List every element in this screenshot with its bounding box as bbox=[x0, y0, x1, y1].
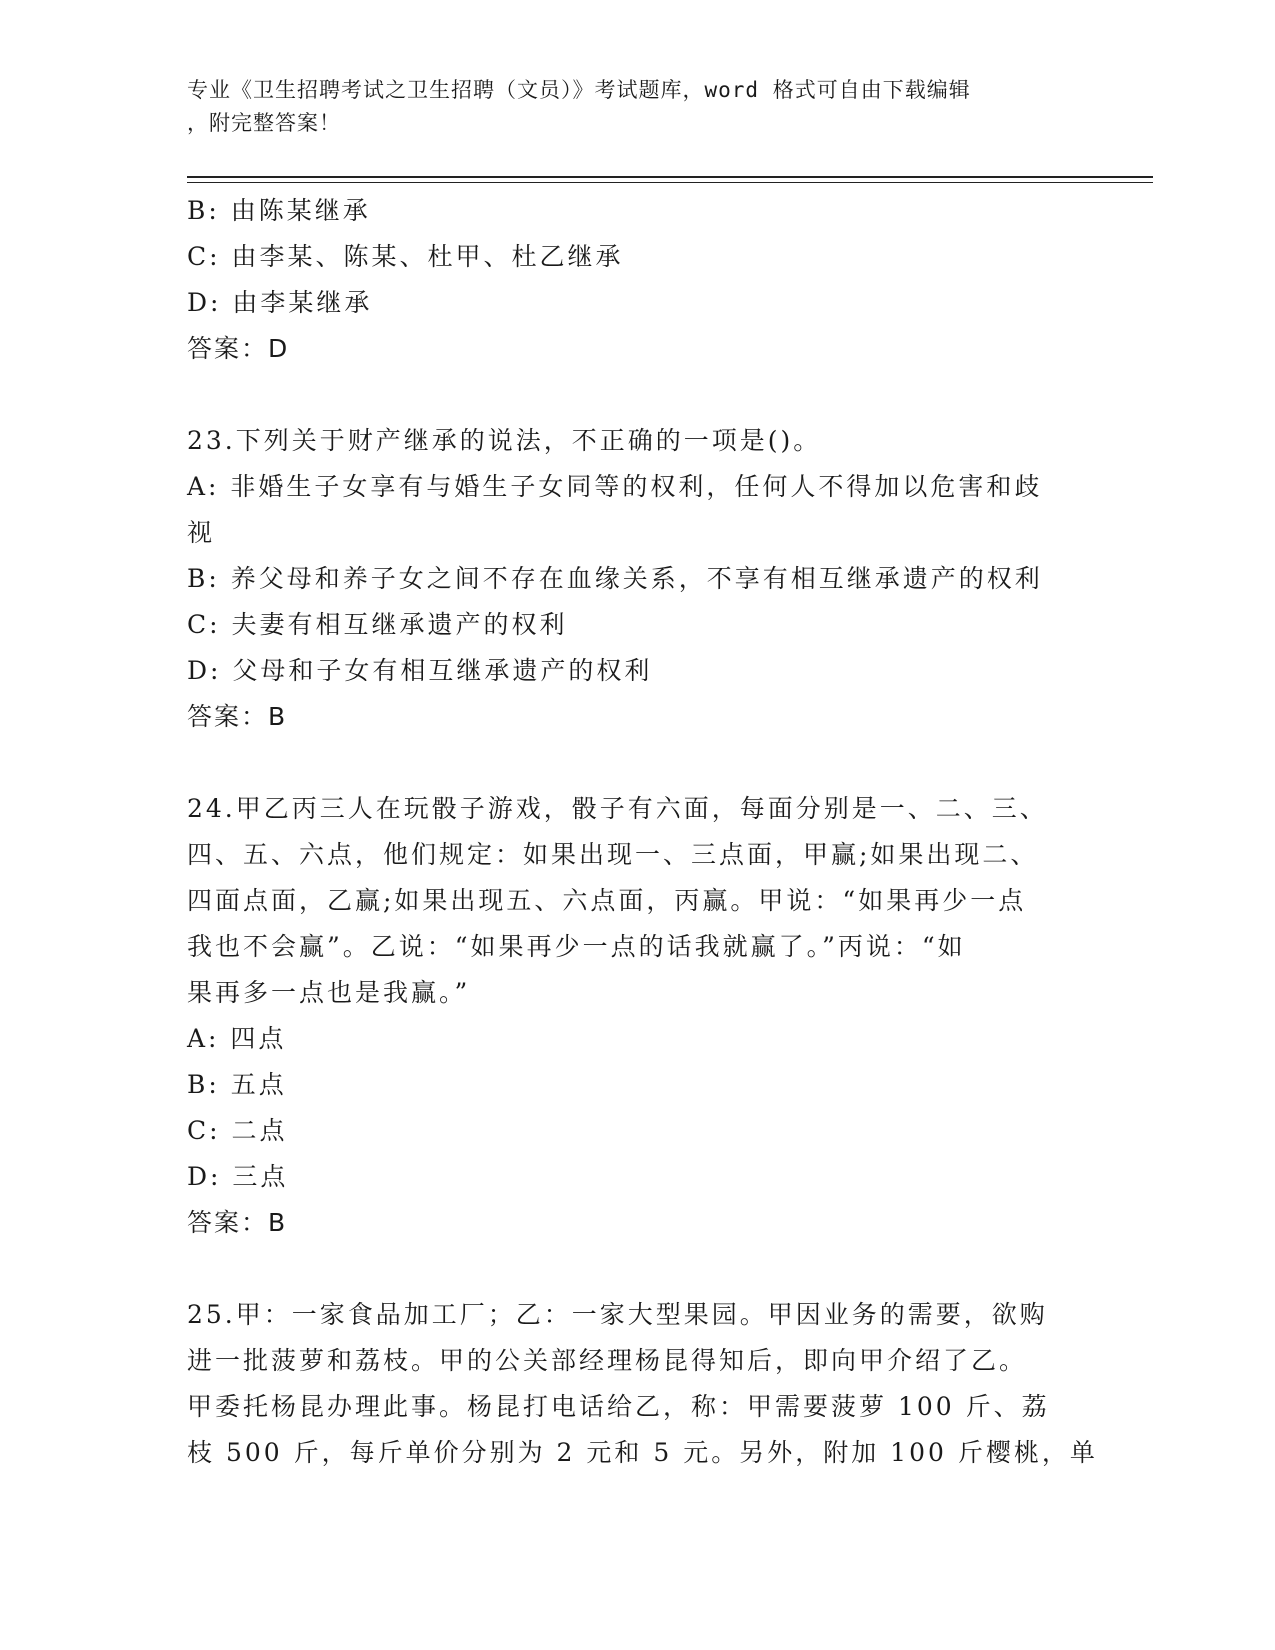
header-line: 专业《卫生招聘考试之卫生招聘（文员）》考试题库，word 格式可自由下载编辑 bbox=[187, 78, 971, 102]
option-d: D: 三点 bbox=[187, 1162, 289, 1191]
question-25 bbox=[187, 1292, 1098, 1476]
question-stem-line: 四面点面，乙赢;如果出现五、六点面，丙赢。甲说：“如果再少一点 bbox=[187, 886, 1027, 915]
question-24 bbox=[187, 786, 1087, 1246]
document-header bbox=[187, 74, 1067, 140]
question-stem-line: 进一批菠萝和荔枝。甲的公关部经理杨昆得知后，即向甲介绍了乙。 bbox=[187, 1346, 1028, 1375]
header-rule-thick bbox=[187, 176, 1153, 178]
answer-line: 答案：B bbox=[187, 702, 288, 731]
question-stem-line: 四、五、六点，他们规定：如果出现一、三点面，甲赢;如果出现二、 bbox=[187, 840, 1039, 869]
option-b: B: 由陈某继承 bbox=[187, 196, 371, 225]
answer-line: 答案：B bbox=[187, 1208, 288, 1237]
option-b: B: 养父母和养子女之间不存在血缘关系，不享有相互继承遗产的权利 bbox=[187, 564, 1043, 593]
spacer bbox=[187, 740, 1087, 786]
option-c: C: 二点 bbox=[187, 1116, 288, 1145]
spacer bbox=[187, 1246, 1087, 1292]
option-a: A: 四点 bbox=[187, 1024, 287, 1053]
header-rule-thin bbox=[187, 182, 1153, 183]
question-stem-line: 我也不会赢”。乙说：“如果再少一点的话我就赢了。”丙说：“如 bbox=[187, 932, 966, 961]
option-c: C: 由李某、陈某、杜甲、杜乙继承 bbox=[187, 242, 624, 271]
question-stem-line: 枝 500 斤，每斤单价分别为 2 元和 5 元。另外，附加 100 斤樱桃，单 bbox=[187, 1438, 1098, 1467]
option-a-continued: 视 bbox=[187, 518, 216, 547]
question-stem-line: 25.甲：一家食品加工厂；乙：一家大型果园。甲因业务的需要，欲购 bbox=[187, 1300, 1048, 1329]
header-line: ，附完整答案！ bbox=[187, 111, 341, 135]
question-stem: 23.下列关于财产继承的说法，不正确的一项是()。 bbox=[187, 426, 822, 455]
option-a: A: 非婚生子女享有与婚生子女同等的权利，任何人不得加以危害和歧 bbox=[187, 472, 1043, 501]
question-stem-line: 果再多一点也是我赢。” bbox=[187, 978, 471, 1007]
question-23 bbox=[187, 418, 1087, 740]
option-d: D: 由李某继承 bbox=[187, 288, 373, 317]
question-list bbox=[187, 188, 1098, 1476]
answer-line: 答案：D bbox=[187, 334, 290, 363]
option-d: D: 父母和子女有相互继承遗产的权利 bbox=[187, 656, 653, 685]
question-stem-line: 24.甲乙丙三人在玩骰子游戏，骰子有六面，每面分别是一、二、三、 bbox=[187, 794, 1048, 823]
spacer bbox=[187, 372, 1087, 418]
question-stem-line: 甲委托杨昆办理此事。杨昆打电话给乙，称：甲需要菠萝 100 斤、荔 bbox=[187, 1392, 1050, 1421]
question-22-tail bbox=[187, 188, 1087, 372]
option-c: C: 夫妻有相互继承遗产的权利 bbox=[187, 610, 568, 639]
option-b: B: 五点 bbox=[187, 1070, 287, 1099]
